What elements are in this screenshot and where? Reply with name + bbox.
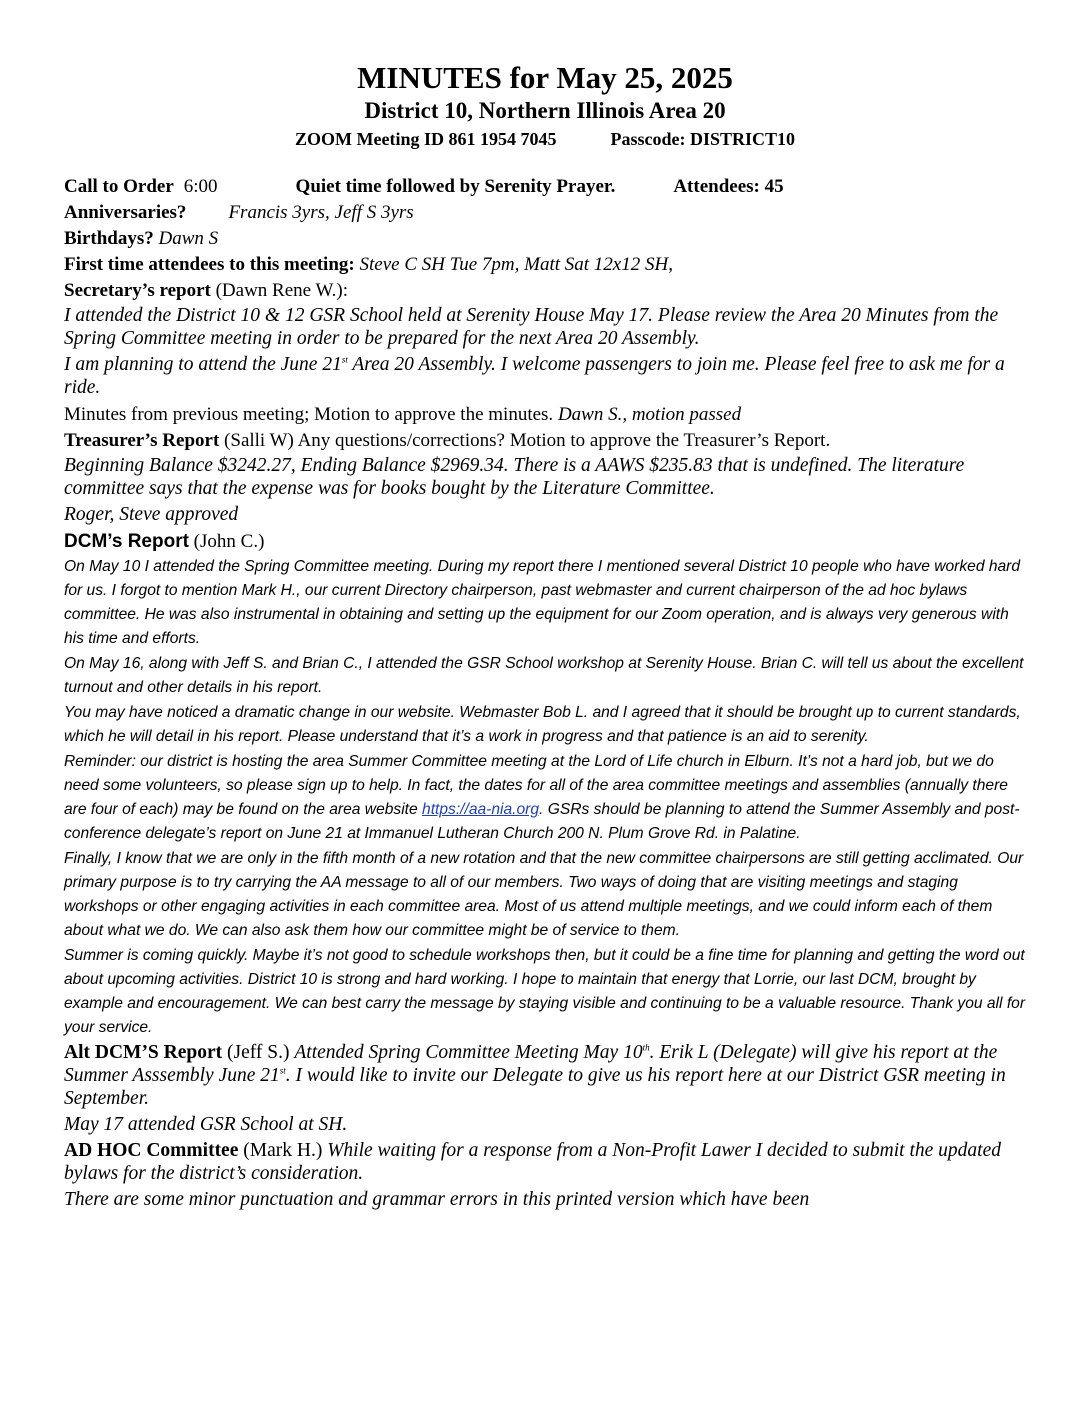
secretary-p2-text-a: I am planning to attend the June 21 xyxy=(64,354,342,375)
dcm-paragraph-5: Finally, I know that we are only in the fifth month of a new rotation and that the new committee chairpersons are still getting acclimated. Our primary purpose is to try carrying the AA message to all of our members. Two ways of doing that are visiting meetings and staging workshops or other engaging activities in each committee area. Most of us attend multiple meetings, and we could inform each of them about what we do. We can also ask them how our committee might be of service to them. xyxy=(64,850,1024,939)
secretary-person: (Dawn Rene W.): xyxy=(215,280,349,301)
attendees-count: Attendees: 45 xyxy=(673,176,784,197)
dcm-heading xyxy=(64,529,1026,555)
zoom-meeting-id: ZOOM Meeting ID 861 1954 7045 xyxy=(294,129,557,149)
dcm-person: (John C.) xyxy=(193,531,265,552)
alt-dcm-text-1: Attended Spring Committee Meeting May 10 xyxy=(294,1042,643,1063)
call-to-order-time: 6:00 xyxy=(183,176,218,197)
alt-dcm-paragraph xyxy=(64,1041,1026,1110)
first-time-label: First time attendees to this meeting: xyxy=(64,254,355,275)
alt-dcm-person: (Jeff S.) xyxy=(227,1042,290,1063)
birthdays-line xyxy=(64,226,1026,252)
alt-dcm-paragraph-2: May 17 attended GSR School at SH. xyxy=(64,1114,348,1135)
secretary-label: Secretary’s report xyxy=(64,280,211,301)
secretary-p2-sup: st xyxy=(341,354,348,365)
minutes-approval-text: Minutes from previous meeting; Motion to approve the minutes. xyxy=(64,404,554,425)
zoom-passcode: Passcode: DISTRICT10 xyxy=(610,129,795,149)
anniversaries-line xyxy=(64,200,1026,226)
secretary-heading xyxy=(64,278,1026,304)
ad-hoc-paragraph xyxy=(64,1139,1026,1185)
dcm-paragraph-4 xyxy=(64,750,1026,846)
dcm-label: DCM’s Report xyxy=(64,531,189,552)
treasurer-text: (Salli W) Any questions/corrections? Motion to approve the Treasurer’s Report. xyxy=(224,430,831,451)
quiet-time-text: Quiet time followed by Serenity Prayer. xyxy=(295,176,616,197)
secretary-p2-text-b: Area 20 Assembly. I welcome passengers to join me. Please feel free to ask me for a ride. xyxy=(64,354,1005,398)
treasurer-heading xyxy=(64,428,1026,454)
first-time-line xyxy=(64,252,1026,278)
secretary-paragraph-1: I attended the District 10 & 12 GSR School held at Serenity House May 17. Please review the Area 20 Minutes from the Spring Committee meeting in order to be prepared for the next Area 20 Assembly. xyxy=(64,305,999,349)
treasurer-paragraph-1: Beginning Balance $3242.27, Ending Balance $2969.34. There is a AAWS $235.83 that is undefined. The literature committee says that the expense was for books bought by the Literature Committee. xyxy=(64,455,965,499)
zoom-info xyxy=(64,126,1026,152)
dcm-paragraph-3: You may have noticed a dramatic change in our website. Webmaster Bob L. and I agreed that it should be brought up to current standards, which he will detail in his report. Please understand that it’s a work in progress and that patience is an aid to serenity. xyxy=(64,704,1021,745)
ad-hoc-paragraph-2: There are some minor punctuation and grammar errors in this printed version which have been xyxy=(64,1189,810,1210)
anniversaries-value: Francis 3yrs, Jeff S 3yrs xyxy=(228,202,414,223)
minutes-approval-result: Dawn S., motion passed xyxy=(557,404,742,425)
treasurer-label: Treasurer’s Report xyxy=(64,430,220,451)
birthdays-value: Dawn S xyxy=(158,228,219,249)
area-website-link[interactable]: https://aa-nia.org xyxy=(422,801,540,818)
alt-dcm-sup-2: st xyxy=(279,1065,286,1076)
treasurer-paragraph-2: Roger, Steve approved xyxy=(64,504,239,525)
alt-dcm-label: Alt DCM’S Report xyxy=(64,1042,223,1063)
ad-hoc-label: AD HOC Committee xyxy=(64,1140,239,1161)
alt-dcm-sup-1: th xyxy=(642,1042,650,1053)
document-title: MINUTES for May 25, 2025 xyxy=(357,60,733,95)
ad-hoc-person: (Mark H.) xyxy=(243,1140,323,1161)
anniversaries-label: Anniversaries? xyxy=(64,202,187,223)
dcm-paragraph-6: Summer is coming quickly. Maybe it’s not good to schedule workshops then, but it could be a fine time for planning and getting the word out about upcoming activities. District 10 is strong and hard working. I hope to maintain that energy that Lorrie, our last DCM, brought by example and encouragement. We can best carry the message by staying visible and continuing to be a valuable resource. Thank you all for your service. xyxy=(64,947,1026,1036)
ad-hoc-text: While waiting for a response from a Non-Profit Lawer I decided to submit the updated bylaws for the district’s consideration. xyxy=(64,1140,1001,1184)
call-to-order-line xyxy=(64,174,1026,200)
dcm-p4-text-a: Reminder: our district is hosting the area Summer Committee meeting at the Lord of Life church in Elburn. It’s not a hard job, but we do need some volunteers, so please sign up to help. In fact, the dates for all of the area committee meetings and assemblies (annually there are four of each) may be found on the area website xyxy=(64,753,1008,818)
district-subtitle: District 10, Northern Illinois Area 20 xyxy=(364,98,726,123)
dcm-paragraph-2: On May 16, along with Jeff S. and Brian C., I attended the GSR School workshop at Serenity House. Brian C. will tell us about the excellent turnout and other details in his report. xyxy=(64,655,1024,696)
first-time-value: Steve C SH Tue 7pm, Matt Sat 12x12 SH, xyxy=(359,254,673,275)
birthdays-label: Birthdays? xyxy=(64,228,154,249)
secretary-paragraph-2 xyxy=(64,353,1026,399)
dcm-paragraph-1: On May 10 I attended the Spring Committee meeting. During my report there I mentioned several District 10 people who have worked hard for us. I forgot to mention Mark H., our current Directory chairperson, past webmaster and current chairperson of the ad hoc bylaws committee. He was also instrumental in obtaining and setting up the equipment for our Zoom operation, and is always very generous with his time and efforts. xyxy=(64,558,1021,647)
alt-dcm-text-2: . Erik L (Delegate) will give his report at the Summer Asssembly June 21 xyxy=(64,1042,998,1086)
alt-dcm-text-3: . I would like to invite our Delegate to give us his report here at our District GSR meeting in September. xyxy=(64,1065,1006,1109)
dcm-p4-text-b: . GSRs should be planning to attend the Summer Assembly and post-conference delegate’s report on June 21 at Immanuel Lutheran Church 200 N. Plum Grove Rd. in Palatine. xyxy=(64,801,1020,842)
call-to-order-label: Call to Order xyxy=(64,176,174,197)
minutes-approval-line xyxy=(64,402,1026,428)
